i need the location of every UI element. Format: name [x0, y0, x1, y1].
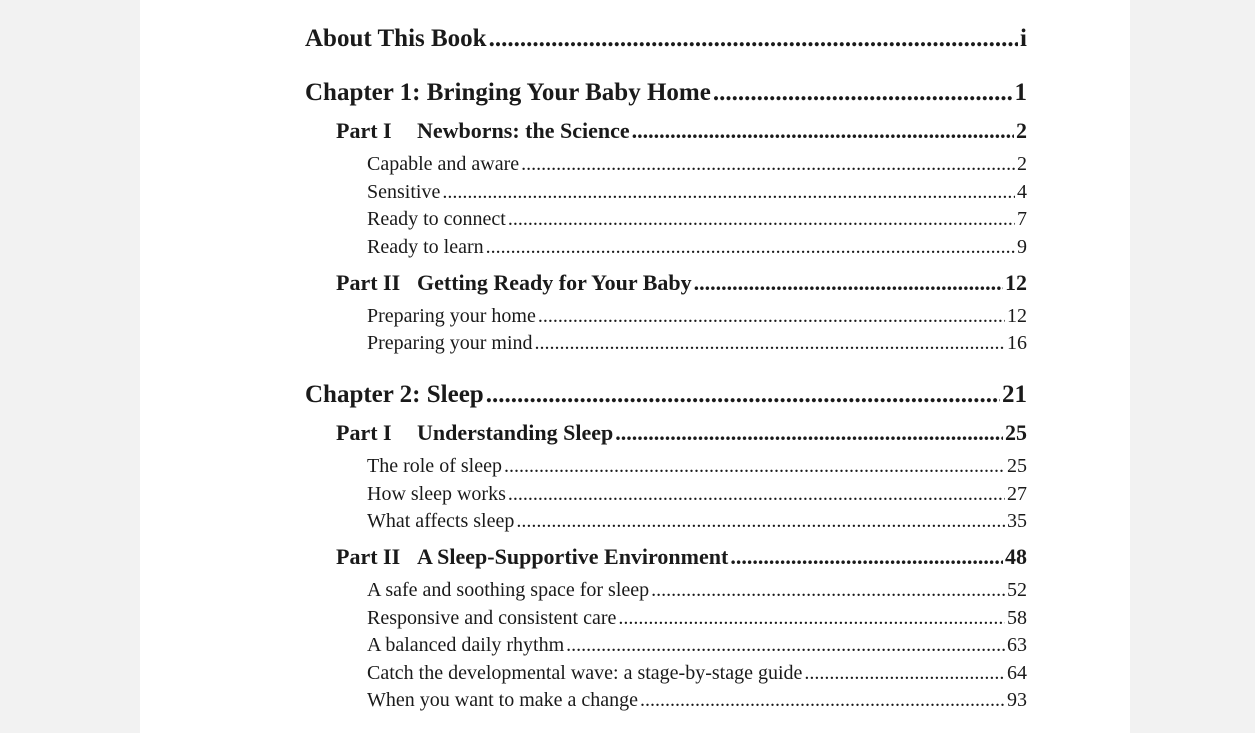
toc-section[interactable]: [367, 453, 1027, 479]
toc-part-number: Part I: [336, 420, 392, 445]
dot-leader: [521, 151, 1015, 177]
toc-section[interactable]: [367, 179, 1027, 205]
toc-chapter-2[interactable]: [305, 378, 1027, 412]
toc-section[interactable]: [367, 481, 1027, 507]
toc-section-title: Sensitive: [367, 181, 441, 203]
toc-section-title: Capable and aware: [367, 153, 520, 175]
toc-page-number: 64: [1007, 662, 1027, 684]
dot-leader: [486, 234, 1015, 260]
toc-part[interactable]: [336, 268, 1027, 298]
toc-part[interactable]: [336, 542, 1027, 572]
toc-part-title: [336, 542, 730, 572]
toc-section-title: Preparing your mind: [367, 332, 533, 354]
toc-section[interactable]: [367, 632, 1027, 658]
toc-section-title: Preparing your home: [367, 305, 536, 327]
dot-leader: [566, 632, 1005, 658]
dot-leader: [632, 116, 1014, 146]
dot-leader: [486, 378, 1000, 412]
dot-leader: [804, 660, 1005, 686]
toc-section-title: What affects sleep: [367, 510, 515, 532]
toc-page-number: 21: [1002, 381, 1027, 408]
toc-page-number: 12: [1005, 270, 1027, 295]
toc-entry-title: About This Book: [305, 25, 487, 52]
toc-page-number: 27: [1007, 483, 1027, 505]
toc-page-number: 35: [1007, 510, 1027, 532]
toc-part-name: Newborns: the Science: [417, 118, 630, 143]
toc-section-title: When you want to make a change: [367, 689, 639, 711]
document-page: [140, 0, 1130, 733]
toc-page-number: 63: [1007, 634, 1027, 656]
dot-leader: [694, 268, 1003, 298]
toc-part-name: A Sleep-Supportive Environment: [417, 544, 729, 569]
toc-page-number: 48: [1005, 544, 1027, 569]
toc-section-title: Catch the developmental wave: a stage-by-stage guide: [367, 662, 803, 684]
dot-leader: [535, 330, 1005, 356]
dot-leader: [504, 453, 1005, 479]
toc-section[interactable]: [367, 605, 1027, 631]
toc-section-title: How sleep works: [367, 483, 506, 505]
dot-leader: [651, 577, 1005, 603]
toc-part[interactable]: [336, 418, 1027, 448]
toc-part-name: Understanding Sleep: [417, 420, 614, 445]
dot-leader: [618, 605, 1005, 631]
dot-leader: [516, 508, 1005, 534]
toc-page-number: 7: [1017, 208, 1027, 230]
toc-page-number: 93: [1007, 689, 1027, 711]
dot-leader: [508, 481, 1005, 507]
toc-section[interactable]: [367, 687, 1027, 713]
toc-chapter-title: Chapter 2: Sleep: [305, 381, 484, 408]
dot-leader: [442, 179, 1015, 205]
toc-page-number: 2: [1017, 153, 1027, 175]
toc-section[interactable]: [367, 577, 1027, 603]
toc-page-number: 4: [1017, 181, 1027, 203]
toc-part-number: Part II: [336, 544, 401, 569]
toc-section[interactable]: [367, 508, 1027, 534]
toc-section-title: Responsive and consistent care: [367, 607, 617, 629]
toc-part-number: Part I: [336, 118, 392, 143]
dot-leader: [640, 687, 1005, 713]
toc-section-title: Ready to learn: [367, 236, 484, 258]
toc-section[interactable]: [367, 660, 1027, 686]
toc-page-number: 58: [1007, 607, 1027, 629]
toc-section-title: The role of sleep: [367, 455, 502, 477]
toc-page-number: 25: [1007, 455, 1027, 477]
toc-page-number: 12: [1007, 305, 1027, 327]
toc-part[interactable]: [336, 116, 1027, 146]
toc-part-title: [336, 116, 632, 146]
toc-page-number: 16: [1007, 332, 1027, 354]
toc-chapter-1[interactable]: [305, 76, 1027, 110]
toc-page-number: 2: [1016, 118, 1027, 143]
toc-page-number: 1: [1014, 79, 1027, 106]
toc-chapter-title: Chapter 1: Bringing Your Baby Home: [305, 79, 711, 106]
toc-section-title: Ready to connect: [367, 208, 506, 230]
toc-part-title: [336, 268, 694, 298]
toc-section[interactable]: [367, 151, 1027, 177]
toc-section-title: A balanced daily rhythm: [367, 634, 565, 656]
toc-page-number: 52: [1007, 579, 1027, 601]
toc-part-name: Getting Ready for Your Baby: [417, 270, 692, 295]
toc-section[interactable]: [367, 303, 1027, 329]
toc-part-number: Part II: [336, 270, 401, 295]
toc-page-number: 25: [1005, 420, 1027, 445]
toc-part-title: [336, 418, 615, 448]
toc-section[interactable]: [367, 234, 1027, 260]
toc-entry-about[interactable]: [305, 22, 1027, 56]
toc-section[interactable]: [367, 330, 1027, 356]
toc-page-number: i: [1020, 25, 1027, 52]
dot-leader: [730, 542, 1003, 572]
dot-leader: [489, 22, 1018, 56]
dot-leader: [538, 303, 1005, 329]
toc-page-number: 9: [1017, 236, 1027, 258]
dot-leader: [508, 206, 1015, 232]
toc-section[interactable]: [367, 206, 1027, 232]
toc-section-title: A safe and soothing space for sleep: [367, 579, 650, 601]
dot-leader: [615, 418, 1003, 448]
dot-leader: [713, 76, 1013, 110]
